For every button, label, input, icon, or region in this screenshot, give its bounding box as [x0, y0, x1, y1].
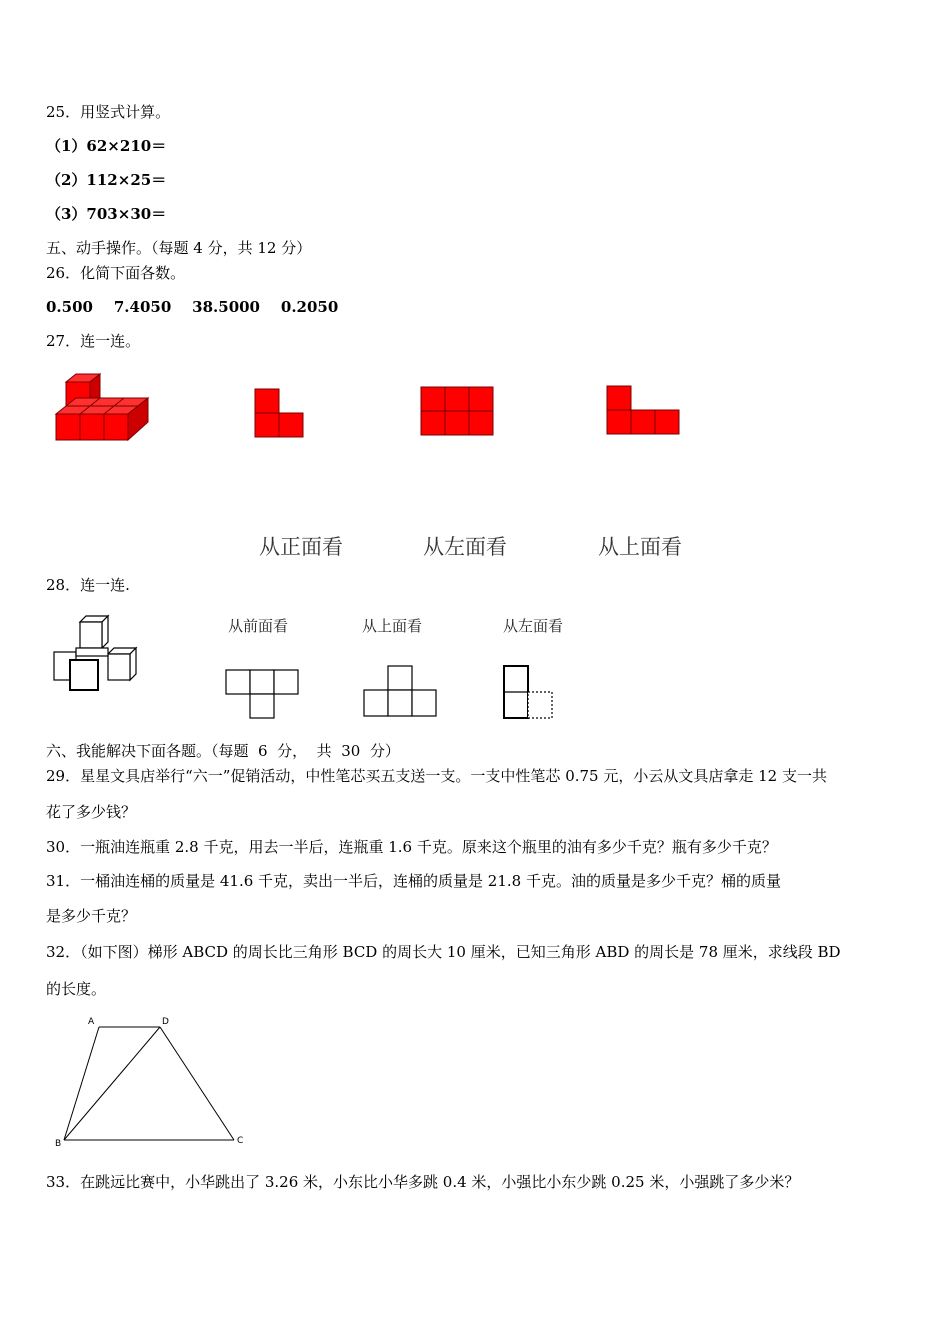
q27-title: 27．连一连。 [46, 332, 141, 350]
q32-point-c: C [237, 1136, 244, 1146]
section6-heading: 六、我能解决下面各题。（每题 6 分， 共 30 分） [46, 742, 400, 760]
q27-label-top: 从上面看 [598, 535, 682, 559]
q25-item-1: （1）62×210＝ [46, 137, 167, 155]
q25-title: 25．用竖式计算。 [46, 103, 171, 121]
q28-view-b [362, 664, 440, 720]
q26-title: 26．化简下面各数。 [46, 264, 186, 282]
q33-line1: 33．在跳远比赛中，小华跳出了 3.26 米，小东比小华多跳 0.4 米，小强比小东少跳 0.25 米，小强跳了多少米？ [46, 1173, 800, 1191]
q32-trapezoid-figure [55, 1016, 250, 1152]
q31-line2: 是多少千克？ [46, 907, 137, 925]
q27-label-left: 从左面看 [423, 535, 507, 559]
q26-numbers: 0.500 7.4050 38.5000 0.2050 [46, 298, 339, 316]
q25-item-2: （2）112×25＝ [46, 171, 167, 189]
q27-label-front: 从正面看 [259, 535, 343, 559]
q32-line2: 的长度。 [46, 980, 107, 998]
q28-title: 28．连一连. [46, 576, 130, 594]
q32-line1: 32．（如下图）梯形 ABCD 的周长比三角形 BCD 的周长大 10 厘米，已知三角形 ABD 的周长是 78 厘米，求线段 BD [46, 943, 841, 961]
section5-heading: 五、动手操作。（每题 4 分，共 12 分） [46, 239, 312, 257]
q28-view-a [224, 664, 302, 720]
q27-view-a [254, 388, 306, 440]
q32-point-a: A [88, 1017, 95, 1027]
q28-label-left: 从左面看 [503, 617, 564, 635]
q28-label-top: 从上面看 [362, 617, 423, 635]
q27-view-c [606, 385, 682, 437]
q32-point-d: D [162, 1017, 169, 1027]
q28-cube-solid [50, 612, 150, 692]
q31-line1: 31．一桶油连桶的质量是 41.6 千克，卖出一半后，连桶的质量是 21.8 千克。油的质量是多少千克？桶的质量 [46, 872, 781, 890]
q27-cube-solid [52, 372, 152, 448]
q28-label-front: 从前面看 [228, 617, 289, 635]
q30-line1: 30．一瓶油连瓶重 2.8 千克，用去一半后，连瓶重 1.6 千克。原来这个瓶里的油有多少千克？瓶有多少千克？ [46, 838, 777, 856]
q32-point-b: B [55, 1139, 62, 1149]
q29-line2: 花了多少钱？ [46, 803, 137, 821]
q25-item-3: （3）703×30＝ [46, 205, 167, 223]
q27-view-b [420, 386, 496, 438]
q29-line1: 29．星星文具店举行“六一”促销活动，中性笔芯买五支送一支。一支中性笔芯 0.75 元，小云从文具店拿走 12 支一共 [46, 767, 827, 785]
q28-view-c [502, 664, 558, 722]
